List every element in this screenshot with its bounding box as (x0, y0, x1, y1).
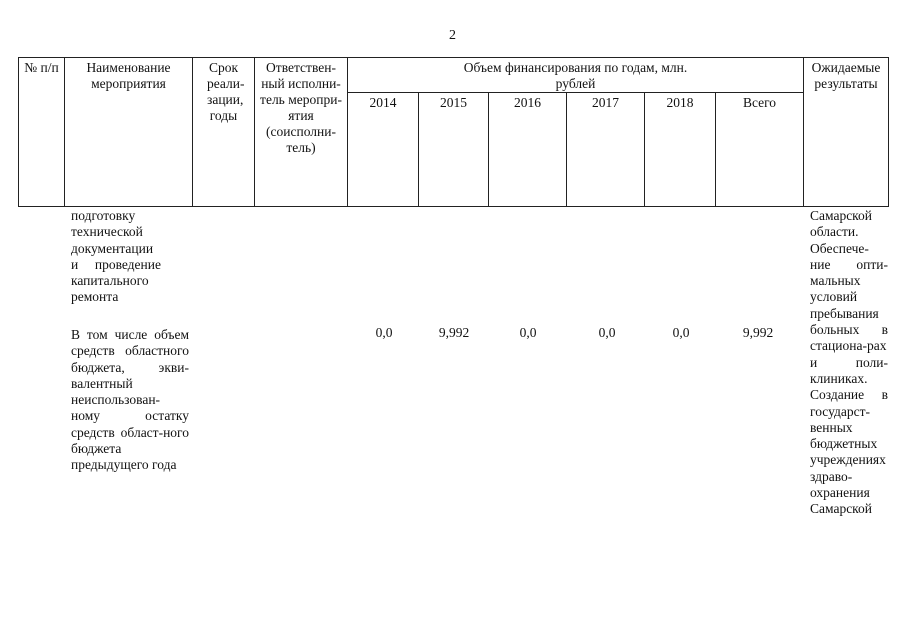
header-year-2015: 2015 (418, 92, 489, 207)
header-number: № п/п (18, 57, 65, 207)
header-year-2014: 2014 (347, 92, 419, 207)
header-responsible: Ответствен-ный исполни-тель меропри-ятия (соисполни-тель) (254, 57, 348, 207)
header-total: Всего (715, 92, 804, 207)
value-2014: 0,0 (375, 325, 393, 340)
header-year-2016: 2016 (488, 92, 567, 207)
header-term: Срок реали-зации, годы (192, 57, 255, 207)
header-results: Ожидаемые результаты (803, 57, 889, 207)
value-2017: 0,0 (598, 325, 616, 340)
header-year-2018: 2018 (644, 92, 716, 207)
header-year-2017: 2017 (566, 92, 645, 207)
name-continuation: подготовку технической документации и проведение капитального ремонта (71, 208, 161, 305)
header-name: Наименование мероприятия (64, 57, 193, 207)
header-financing-group: Объем финансирования по годам, млн. рублей (347, 57, 804, 93)
page-number: 2 (449, 28, 456, 43)
value-total: 9,992 (742, 325, 774, 340)
value-2015: 9,992 (438, 325, 470, 340)
name-subitem: В том числе объем средств областного бюджета, экви-валентный неиспользован-ному остатку средств област-ного бюджета предыдущего года (71, 327, 189, 473)
results-text: Самарской области. Обеспече-ние опти-мальных условий пребывания больных в стациона-рах и поли-клиниках. Создание в государст-венных бюджетных учреждениях здраво-охранения Самарской (810, 208, 888, 517)
value-2018: 0,0 (672, 325, 690, 340)
value-2016: 0,0 (519, 325, 537, 340)
